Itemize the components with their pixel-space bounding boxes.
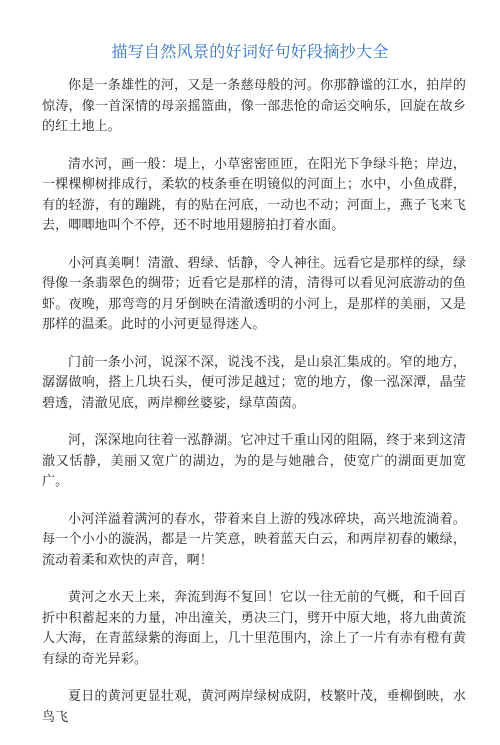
paragraph: 河，深深地向往着一泓静湖。它冲过千重山冈的阻隔，终于来到这清澈又恬静，美丽又宽广的湖边，为的是与她融合，使宽广的湖面更加宽广。 [42,433,466,489]
paragraph: 夏日的黄河更显壮观，黄河两岸绿树成阴，枝繁叶茂，垂柳倒映，水鸟飞 [42,689,466,725]
paragraph: 你是一条雄性的河，又是一条慈母般的河。你那静谧的江水，拍岸的惊涛，像一首深情的母亲摇篮曲，像一部悲怆的命运交响乐，回旋在故乡的红土地上。 [42,78,466,134]
paragraph: 小河洋溢着满河的春水，带着来自上游的残冰碎块，高兴地流淌着。每一个小小的漩涡，都是一片笑意，映着蓝天白云，和两岸初春的嫩绿，流动着柔和欢快的声音，啊！ [42,511,466,568]
page-title: 描写自然风景的好词好句好段摘抄大全 [111,42,389,61]
paragraph: 小河真美啊！清澈、碧绿、恬静，令人神往。远看它是那样的绿，绿得像一条翡翠色的绸带；近看它是那样的清，清得可以看见河底游动的鱼虾。夜晚，那弯弯的月牙倒映在清澈透明的小河上，是那样的美丽，又是那样的温柔。此时的小河更显得迷人。 [42,255,466,332]
paragraph: 黄河之水天上来，奔流到海不复回！它以一往无前的气概，和千回百折中积蓄起来的力量，冲出潼关，勇决三门，劈开中原大地，将九曲黄流人大海，在青蓝绿紫的海面上，几十里范围内，涂上了一片有赤有橙有黄有绿的奇光异彩。 [42,590,466,667]
paragraph: 门前一条小河，说深不深，说浅不浅，是山泉汇集成的。窄的地方，潺潺做响，搭上几块石头，便可涉足越过；宽的地方，像一泓深潭，晶莹碧透，清澈见底，两岸柳丝婆娑，绿草茵茵。 [42,354,466,411]
paragraph: 清水河，画一般：堤上，小草密密匝匝，在阳光下争绿斗艳；岸边，一棵棵柳树排成行，柔软的枝条垂在明镜似的河面上；水中，小鱼成群，有的轻游，有的蹦跳，有的贴在河底，一动也不动；河面上，燕子飞来飞去，唧唧地叫个不停，还不时地用翅膀拍打着水面。 [42,156,466,233]
article-body [42,76,466,745]
